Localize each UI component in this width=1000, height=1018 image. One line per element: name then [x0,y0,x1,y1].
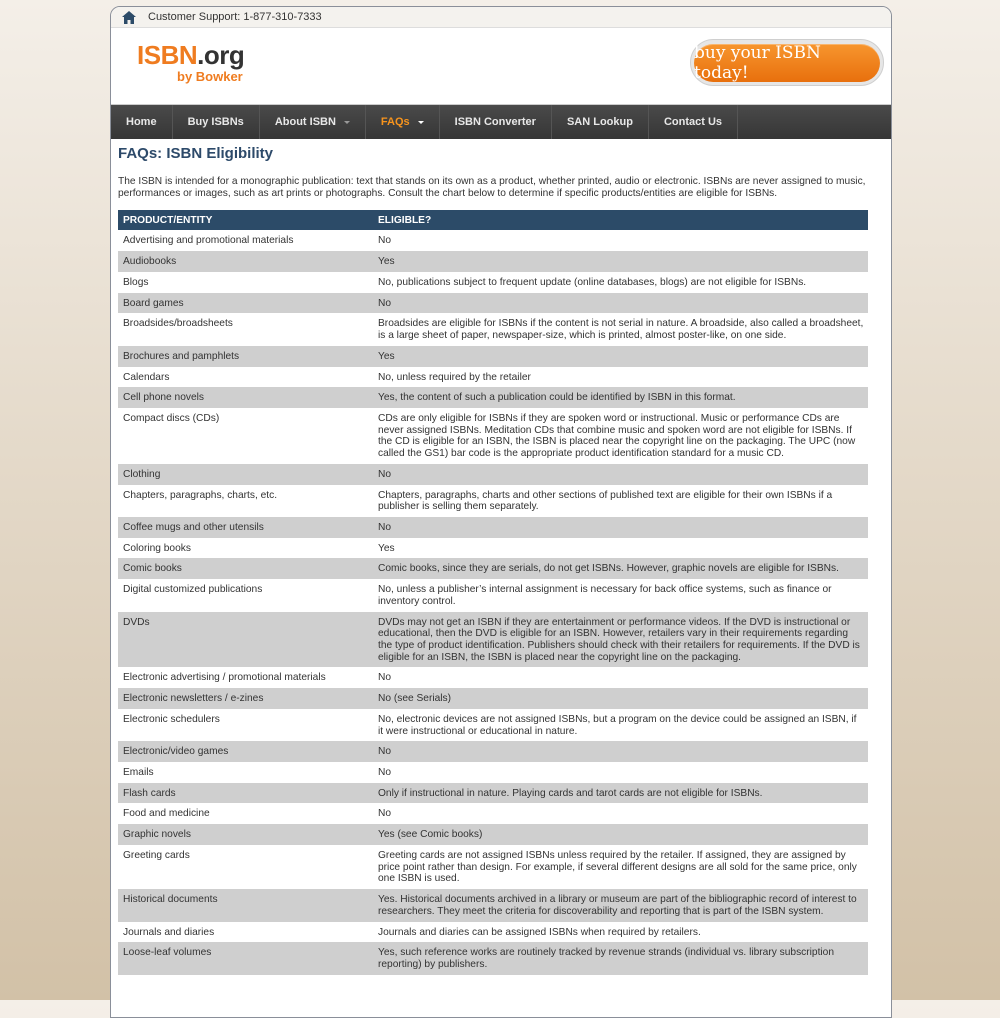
eligibility-table [118,210,868,974]
table-row [118,538,868,559]
buy-isbn-button-label: buy your ISBN today! [694,44,880,82]
isbn-org-logo[interactable] [137,42,244,83]
product-cell: Chapters, paragraphs, charts, etc. [118,485,373,517]
product-cell: Advertising and promotional materials [118,230,373,251]
column-header-product: PRODUCT/ENTITY [118,210,373,230]
product-cell: Broadsides/broadsheets [118,313,373,345]
table-row [118,762,868,783]
product-cell: Electronic advertising / promotional materials [118,667,373,688]
eligibility-cell: Comic books, since they are serials, do not get ISBNs. However, graphic novels are eligible for ISBNs. [373,558,868,579]
eligibility-cell: CDs are only eligible for ISBNs if they are spoken word or instructional. Music or performance CDs are never assigned ISBNs. Meditation CDs that combine music and spoken word are not eligible for ISBNs. If the CD is eligible for an ISBN, the ISBN is placed near the copyright line on the packaging. The UPC (now called the GS1) bar code is the appropriate product identification standard for a music CD. [373,408,868,464]
chevron-down-icon [344,121,350,124]
eligibility-cell: Yes. Historical documents archived in a library or museum are part of the bibliographic record of interest to researchers. They meet the criteria for discoverability and reporting that is part of the ISBN system. [373,889,868,921]
column-header-eligible: ELIGIBLE? [373,210,868,230]
nav-isbn-converter[interactable]: ISBN Converter [440,105,552,139]
product-cell: Board games [118,293,373,314]
logo-org-text: .org [197,40,245,70]
table-row [118,709,868,741]
top-bar [111,7,891,28]
table-row [118,942,868,974]
table-row [118,612,868,668]
nav-san-lookup[interactable]: SAN Lookup [552,105,649,139]
eligibility-cell: Yes, such reference works are routinely tracked by revenue strands (individual vs. library subscription reporting) by publishers. [373,942,868,974]
eligibility-cell: DVDs may not get an ISBN if they are entertainment or performance videos. If the DVD is instructional or educational, then the DVD is eligible for an ISBN. However, retailers vary in their requirements regarding the type of product identification. Publishers should check with their retailers for requirements. If the DVD is eligible for an ISBN, the ISBN is placed near the copyright line on the packaging. [373,612,868,668]
product-cell: Clothing [118,464,373,485]
table-row [118,387,868,408]
eligibility-cell: No [373,803,868,824]
eligibility-cell: Only if instructional in nature. Playing cards and tarot cards are not eligible for ISBNs. [373,783,868,804]
chevron-down-icon [418,121,424,124]
product-cell: Electronic newsletters / e-zines [118,688,373,709]
product-cell: Greeting cards [118,845,373,889]
eligibility-cell: No, unless a publisher’s internal assignment is necessary for back office systems, such as finance or inventory control. [373,579,868,611]
eligibility-cell: No, electronic devices are not assigned ISBNs, but a program on the device could be assigned an ISBN, if it were instructional or educational in nature. [373,709,868,741]
nav-home[interactable]: Home [111,105,173,139]
nav-contact-us[interactable]: Contact Us [649,105,738,139]
table-row [118,845,868,889]
table-row [118,272,868,293]
product-cell: DVDs [118,612,373,668]
home-icon[interactable] [122,9,138,25]
page-container [110,6,892,1018]
table-row [118,517,868,538]
table-row [118,230,868,251]
table-row [118,667,868,688]
eligibility-cell: No [373,464,868,485]
table-row [118,922,868,943]
eligibility-cell: Journals and diaries can be assigned ISBNs when required by retailers. [373,922,868,943]
logo-isbn-text: ISBN [137,40,198,70]
eligibility-cell: No (see Serials) [373,688,868,709]
nav-faqs[interactable] [366,105,440,139]
product-cell: Brochures and pamphlets [118,346,373,367]
customer-support-text: Customer Support: 1-877-310-7333 [148,11,322,23]
product-cell: Calendars [118,367,373,388]
eligibility-cell: Yes [373,538,868,559]
eligibility-cell: No [373,762,868,783]
eligibility-cell: No, publications subject to frequent update (online databases, blogs) are not eligible for ISBNs. [373,272,868,293]
table-row [118,367,868,388]
eligibility-cell: No [373,741,868,762]
eligibility-cell: Yes, the content of such a publication could be identified by ISBN in this format. [373,387,868,408]
eligibility-cell: Yes [373,251,868,272]
product-cell: Emails [118,762,373,783]
product-cell: Coloring books [118,538,373,559]
logo-subtitle: by Bowker [177,69,243,84]
site-header [111,28,891,105]
eligibility-cell: No, unless required by the retailer [373,367,868,388]
eligibility-cell: No [373,667,868,688]
product-cell: Graphic novels [118,824,373,845]
product-cell: Digital customized publications [118,579,373,611]
main-nav [111,105,891,139]
table-row [118,485,868,517]
product-cell: Electronic/video games [118,741,373,762]
table-row [118,803,868,824]
product-cell: Compact discs (CDs) [118,408,373,464]
product-cell: Audiobooks [118,251,373,272]
nav-faqs-label: FAQs [380,116,410,128]
table-row [118,558,868,579]
table-row [118,408,868,464]
eligibility-cell: Broadsides are eligible for ISBNs if the content is not serial in nature. A broadside, also called a broadsheet, is a large sheet of paper, newspaper-size, which is printed, almost poster-like, on one side. [373,313,868,345]
table-row [118,346,868,367]
table-row [118,688,868,709]
eligibility-cell: Yes (see Comic books) [373,824,868,845]
table-row [118,783,868,804]
table-row [118,313,868,345]
product-cell: Loose-leaf volumes [118,942,373,974]
eligibility-cell: Chapters, paragraphs, charts and other sections of published text are eligible for their own ISBNs if a publisher is selling them separately. [373,485,868,517]
product-cell: Journals and diaries [118,922,373,943]
product-cell: Cell phone novels [118,387,373,408]
product-cell: Electronic schedulers [118,709,373,741]
page-title: FAQs: ISBN Eligibility [118,145,274,162]
table-row [118,293,868,314]
buy-isbn-button[interactable] [690,39,884,86]
product-cell: Historical documents [118,889,373,921]
table-row [118,741,868,762]
product-cell: Food and medicine [118,803,373,824]
table-row [118,824,868,845]
eligibility-cell: No [373,517,868,538]
product-cell: Comic books [118,558,373,579]
table-header-row [118,210,868,230]
product-cell: Coffee mugs and other utensils [118,517,373,538]
eligibility-cell: Yes [373,346,868,367]
table-row [118,579,868,611]
product-cell: Flash cards [118,783,373,804]
nav-about-isbn-label: About ISBN [274,116,336,128]
main-content [111,145,891,975]
eligibility-cell: No [373,293,868,314]
nav-about-isbn[interactable] [260,105,366,139]
table-row [118,464,868,485]
table-row [118,251,868,272]
eligibility-cell: No [373,230,868,251]
table-row [118,889,868,921]
nav-buy-isbns[interactable]: Buy ISBNs [173,105,260,139]
intro-paragraph: The ISBN is intended for a monographic publication: text that stands on its own as a product, whether printed, audio or electronic. ISBNs are never assigned to music, performances or images, such as art prints or photographs. Consult the chart below to determine if specific products/entities are eligible for ISBNs. [118,176,866,200]
product-cell: Blogs [118,272,373,293]
eligibility-cell: Greeting cards are not assigned ISBNs unless required by the retailer. If assigned, they are assigned by price point rather than design. For example, if several different designs are all sold for the same price, only one ISBN is used. [373,845,868,889]
